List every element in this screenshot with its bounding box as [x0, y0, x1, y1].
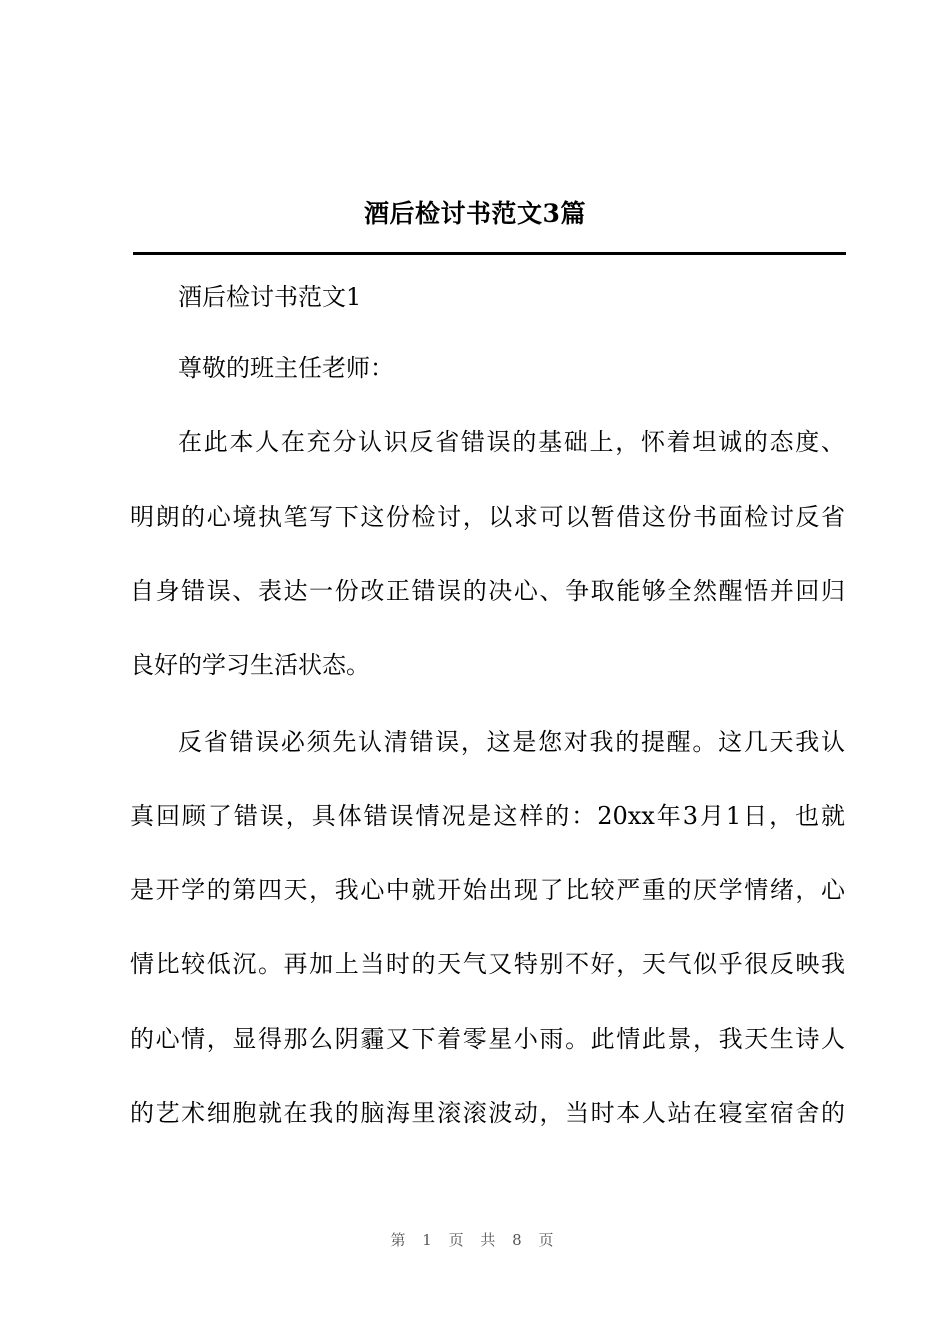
paragraph2-line: 真回顾了错误，具体错误情况是这样的：20xx年3月1日，也就	[130, 802, 845, 830]
document-title: 酒后检讨书范文3篇	[364, 199, 586, 228]
paragraph2-line: 情比较低沉。再加上当时的天气又特别不好，天气似乎很反映我	[130, 950, 845, 978]
paragraph2-line: 的艺术细胞就在我的脑海里滚滚波动，当时本人站在寝室宿舍的	[130, 1099, 845, 1127]
page-number-footer: 第 1 页 共 8 页	[390, 1231, 560, 1249]
section-heading: 酒后检讨书范文1	[178, 283, 362, 311]
paragraph1-line: 自身错误、表达一份改正错误的决心、争取能够全然醒悟并回归	[130, 577, 845, 605]
paragraph2-line: 反省错误必须先认清错误，这是您对我的提醒。这几天我认	[178, 728, 845, 756]
salutation: 尊敬的班主任老师：	[178, 354, 394, 382]
paragraph1-line: 良好的学习生活状态。	[130, 651, 370, 679]
paragraph2-line: 的心情，显得那么阴霾又下着零星小雨。此情此景，我天生诗人	[130, 1025, 845, 1053]
paragraph2-line: 是开学的第四天，我心中就开始出现了比较严重的厌学情绪，心	[130, 876, 845, 904]
title-divider	[133, 252, 846, 255]
paragraph1-line: 在此本人在充分认识反省错误的基础上，怀着坦诚的态度、	[178, 428, 845, 456]
paragraph1-line: 明朗的心境执笔写下这份检讨，以求可以暂借这份书面检讨反省	[130, 503, 845, 531]
